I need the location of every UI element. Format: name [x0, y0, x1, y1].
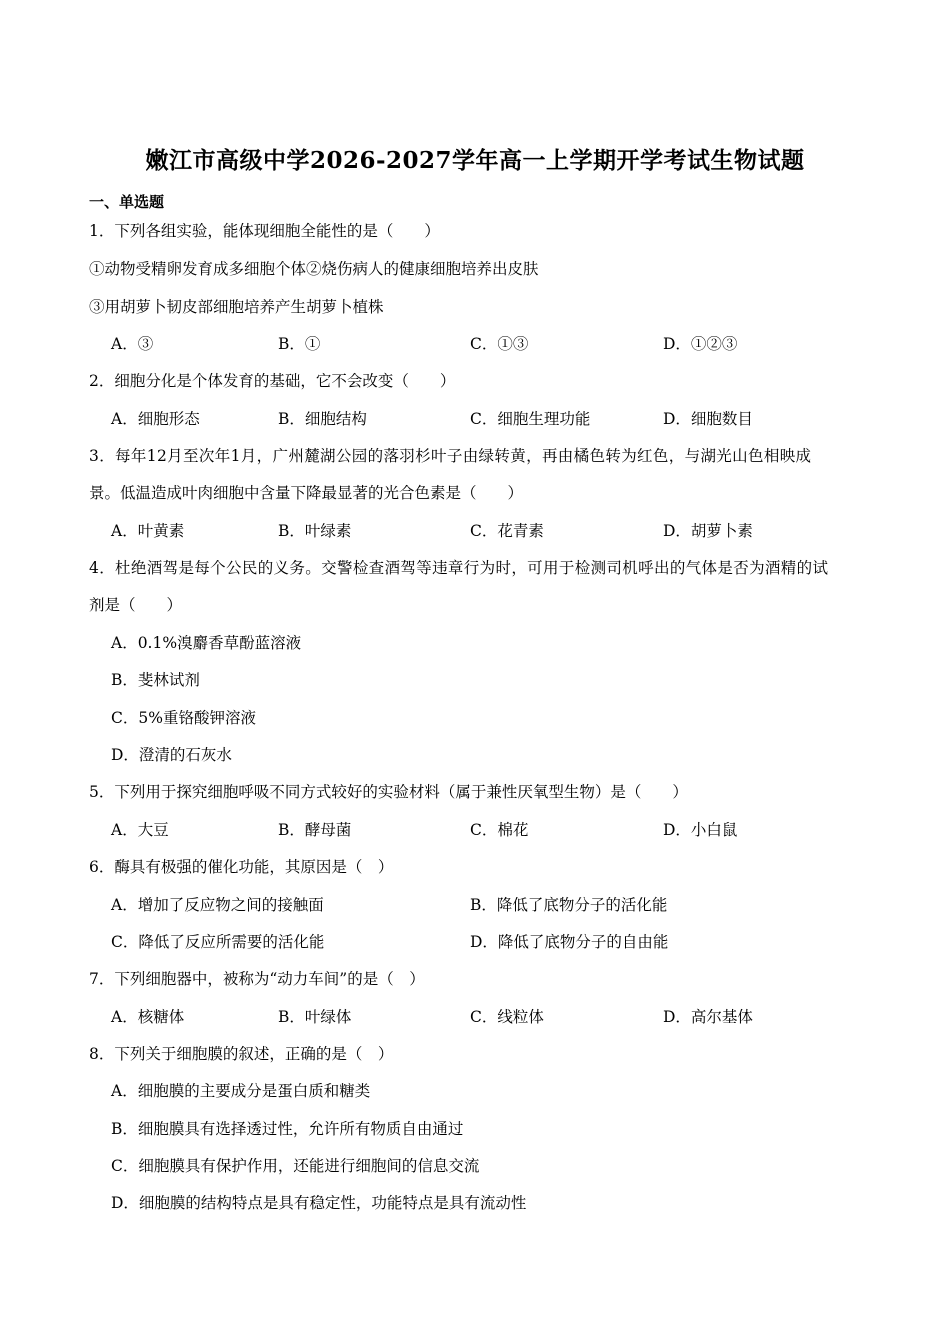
question-1-option-a: A．③ — [111, 335, 154, 353]
section-heading: 一、单选题 — [89, 193, 165, 211]
question-4-option-c: C．5%重铬酸钾溶液 — [111, 709, 256, 727]
question-7-option-a: A．核糖体 — [111, 1008, 185, 1026]
question-4-stem-line-2: 剂是（ ） — [89, 596, 183, 614]
question-7-option-b: B．叶绿体 — [278, 1008, 352, 1026]
question-5-option-d: D．小白鼠 — [663, 821, 738, 839]
question-4-option-a: A．0.1%溴麝香草酚蓝溶液 — [111, 634, 302, 652]
question-3-option-b: B．叶绿素 — [278, 522, 352, 540]
question-4-stem-line-1: 4．杜绝酒驾是每个公民的义务。交警检查酒驾等违章行为时，可用于检测司机呼出的气体是否为酒精的试 — [89, 559, 829, 577]
question-3-option-a: A．叶黄素 — [111, 522, 185, 540]
question-2-option-a: A．细胞形态 — [111, 410, 200, 428]
exam-title: 嫩江市高级中学2026-2027学年高一上学期开学考试生物试题 — [145, 147, 805, 174]
question-3-option-d: D．胡萝卜素 — [663, 522, 753, 540]
question-5-stem: 5．下列用于探究细胞呼吸不同方式较好的实验材料（属于兼性厌氧型生物）是（ ） — [89, 783, 688, 801]
question-2-option-c: C．细胞生理功能 — [470, 410, 591, 428]
question-7-stem: 7．下列细胞器中，被称为“动力车间”的是（ ） — [89, 970, 425, 988]
question-7-option-c: C．线粒体 — [470, 1008, 544, 1026]
question-6-option-a: A．增加了反应物之间的接触面 — [111, 896, 324, 914]
question-2-option-d: D．细胞数目 — [663, 410, 753, 428]
question-6-option-c: C．降低了反应所需要的活化能 — [111, 933, 325, 951]
question-1-option-b: B．① — [278, 335, 321, 353]
question-8-option-d: D．细胞膜的结构特点是具有稳定性，功能特点是具有流动性 — [111, 1194, 527, 1212]
question-5-option-a: A．大豆 — [111, 821, 169, 839]
question-4-option-d: D．澄清的石灰水 — [111, 746, 232, 764]
question-1-option-c: C．①③ — [470, 335, 529, 353]
question-8-option-c: C．细胞膜具有保护作用，还能进行细胞间的信息交流 — [111, 1157, 480, 1175]
question-8-option-a: A．细胞膜的主要成分是蛋白质和糖类 — [111, 1082, 371, 1100]
question-1-info-line-2: ③用胡萝卜韧皮部细胞培养产生胡萝卜植株 — [89, 298, 384, 316]
question-1-stem: 1．下列各组实验，能体现细胞全能性的是（ ） — [89, 222, 440, 240]
question-8-option-b: B．细胞膜具有选择透过性，允许所有物质自由通过 — [111, 1120, 464, 1138]
question-3-option-c: C．花青素 — [470, 522, 544, 540]
question-1-info-line-1: ①动物受精卵发育成多细胞个体②烧伤病人的健康细胞培养出皮肤 — [89, 260, 539, 278]
question-2-option-b: B．细胞结构 — [278, 410, 367, 428]
question-6-option-b: B．降低了底物分子的活化能 — [470, 896, 668, 914]
question-5-option-c: C．棉花 — [470, 821, 529, 839]
question-6-option-d: D．降低了底物分子的自由能 — [470, 933, 669, 951]
question-3-stem-line-2: 景。低温造成叶肉细胞中含量下降最显著的光合色素是（ ） — [89, 484, 524, 502]
question-3-stem-line-1: 3．每年12月至次年1月，广州麓湖公园的落羽杉叶子由绿转黄，再由橘色转为红色，与湖光山色相映成 — [89, 447, 812, 465]
question-1-option-d: D．①②③ — [663, 335, 738, 353]
question-6-stem: 6．酶具有极强的催化功能，其原因是（ ） — [89, 858, 394, 876]
question-4-option-b: B．斐林试剂 — [111, 671, 200, 689]
question-8-stem: 8．下列关于细胞膜的叙述，正确的是（ ） — [89, 1045, 394, 1063]
question-5-option-b: B．酵母菌 — [278, 821, 352, 839]
question-7-option-d: D．高尔基体 — [663, 1008, 753, 1026]
question-2-stem: 2．细胞分化是个体发育的基础，它不会改变（ ） — [89, 372, 456, 390]
